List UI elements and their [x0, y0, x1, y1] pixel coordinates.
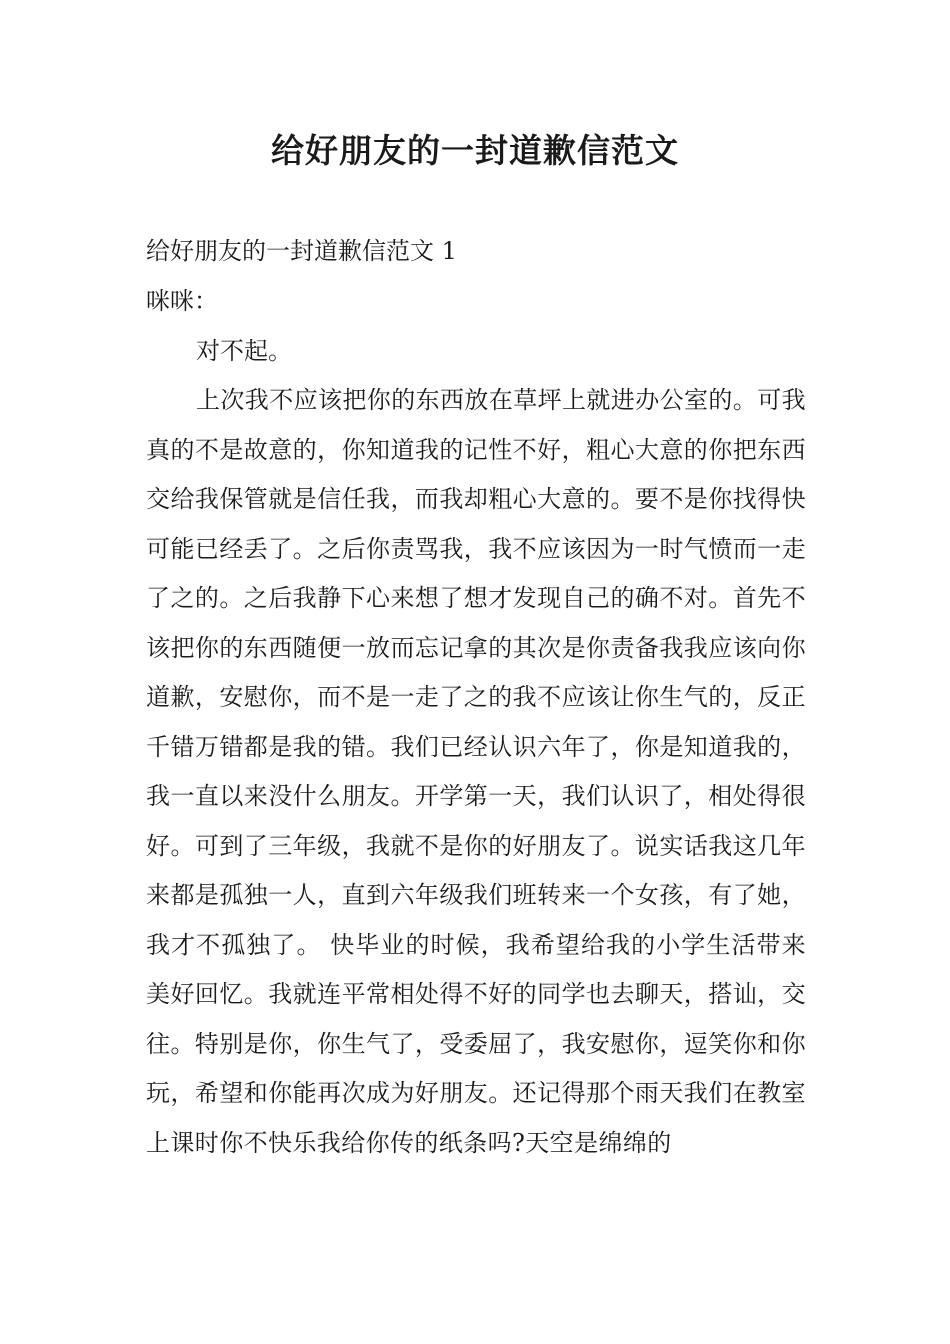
document-content	[146, 226, 806, 1168]
salutation: 咪咪：	[146, 287, 218, 315]
opening-line: 对不起。	[196, 337, 292, 365]
body-paragraph: 上次我不应该把你的东西放在草坪上就进办公室的。可我真的不是故意的，你知道我的记性不好，粗心大意的你把东西交给我保管就是信任我，而我却粗心大意的。要不是你找得快可能已经丢了。之后你责骂我，我不应该因为一时气愤而一走了之的。之后我静下心来想了想才发现自己的确不对。首先不该把你的东西随便一放而忘记拿的其次是你责备我我应该向你道歉，安慰你，而不是一走了之的我不应该让你生气的，反正千错万错都是我的错。我们已经认识六年了，你是知道我的，我一直以来没什么朋友。开学第一天，我们认识了，相处得很好。可到了三年级，我就不是你的好朋友了。说实话我这几年来都是孤独一人，直到六年级我们班转来一个女孩，有了她，我才不孤独了。 快毕业的时候，我希望给我的小学生活带来美好回忆。我就连平常相处得不好的同学也去聊天，搭讪，交往。特别是你，你生气了，受委屈了，我安慰你，逗笑你和你玩，希望和你能再次成为好朋友。还记得那个雨天我们在教室上课时你不快乐我给你传的纸条吗?天空是绵绵的	[146, 386, 806, 1157]
document-title: 给好朋友的一封道歉信范文	[271, 131, 679, 170]
section-heading: 给好朋友的一封道歉信范文 1	[146, 237, 457, 265]
